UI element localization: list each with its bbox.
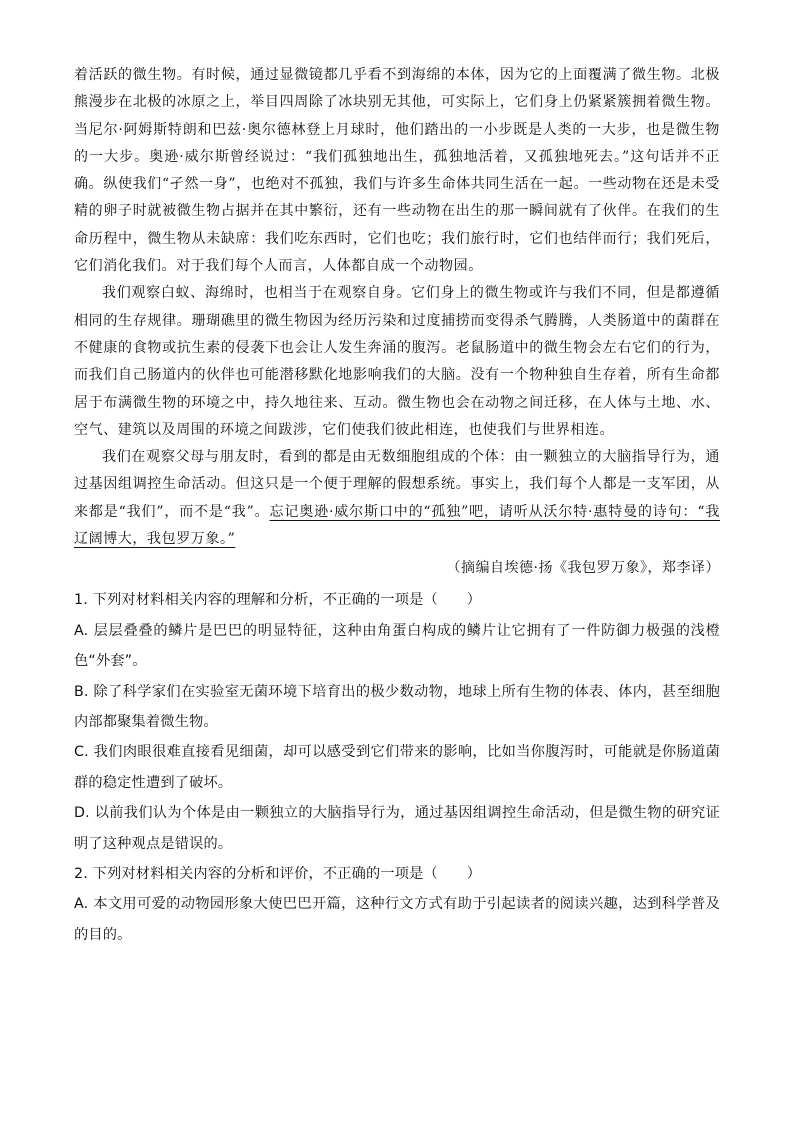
passage-paragraph-3-text: 我们在观察父母与朋友时，看到的都是由无数细胞组成的个体：由一颗独立的大脑指导行为，通过基因组调控生命活动。但这只是一个便于理解的假想系统。事实上，我们每个人都是一支军团，从来都是“我们”，而不是“我”。 <box>74 449 720 520</box>
passage-source: （摘编自埃德·扬《我包罗万象》，郑李译） <box>446 560 720 577</box>
passage-paragraph-1: 着活跃的微生物。有时候，通过显微镜都几乎看不到海绵的本体，因为它的上面覆满了微生物。北极熊漫步在北极的冰原之上，举目四周除了冰块别无其他，可实际上，它们身上仍紧紧簇拥着微生物。当尼尔·阿姆斯特朗和巴兹·奥尔德林登上月球时，他们踏出的一小步既是人类的一大步，也是微生物的一大步。奥逊·威尔斯曾经说过：“我们孤独地出生，孤独地活着，又孤独地死去。”这句话并不正确。纵使我们“孑然一身”，也绝对不孤独，我们与许多生命体共同生活在一起。一些动物在还是未受精的卵子时就被微生物占据并在其中繁衍，还有一些动物在出生的那一瞬间就有了伙伴。在我们的生命历程中，微生物从未缺席：我们吃东西时，它们也吃；我们旅行时，它们也结伴而行；我们死后，它们消化我们。对于我们每个人而言，人体都自成一个动物园。 <box>74 67 720 275</box>
question-1-stem: 1. 下列对材料相关内容的理解和分析，不正确的一项是（ ） <box>74 592 482 609</box>
document-page <box>74 62 720 950</box>
question-1-option-d: D. 以前我们认为个体是由一颗独立的大脑指导行为，通过基因组调控生命活动，但是微生物的研究证明了这种观点是错误的。 <box>74 805 720 852</box>
passage-paragraph-3 <box>74 444 720 553</box>
question-2-option-a: A. 本文用可爱的动物园形象大使巴巴开篇，这种行文方式有助于引起读者的阅读兴趣，达到科学普及的目的。 <box>74 896 720 943</box>
underlined-quote: 忘记奥逊·威尔斯口中的“孤独”吧，请听从沃尔特·惠特曼的诗句：“我辽阔博大，我包罗万象。” <box>74 503 720 548</box>
question-2-stem: 2. 下列对材料相关内容的分析和评价，不正确的一项是（ ） <box>74 866 482 882</box>
passage-paragraph-2: 我们观察白蚁、海绵时，也相当于在观察自身。它们身上的微生物或许与我们不同，但是都遵循相同的生存规律。珊瑚礁里的微生物因为经历污染和过度捕捞而变得杀气腾腾，人类肠道中的菌群在不健康的食物或抗生素的侵袭下也会让人发生奔涌的腹泻。老鼠肠道中的微生物会左右它们的行为，而我们自己肠道内的伙伴也可能潜移默化地影响我们的大脑。没有一个物种独自生存着，所有生命都居于布满微生物的环境之中，持久地往来、互动。微生物也会在动物之间迁移，在人体与土地、水、空气、建筑以及周围的环境之间跋涉，它们使我们彼此相连，也使我们与世界相连。 <box>74 285 720 438</box>
question-1-option-b: B. 除了科学家们在实验室无菌环境下培育出的极少数动物，地球上所有生物的体表、体内，甚至细胞内部都聚集着微生物。 <box>74 683 720 730</box>
question-1-option-a: A. 层层叠叠的鳞片是巴巴的明显特征，这种由角蛋白构成的鳞片让它拥有了一件防御力极强的浅橙色“外套”。 <box>74 622 720 670</box>
question-1-option-c: C. 我们肉眼很难直接看见细菌，却可以感受到它们带来的影响，比如当你腹泻时，可能就是你肠道菌群的稳定性遭到了破坏。 <box>74 744 720 791</box>
